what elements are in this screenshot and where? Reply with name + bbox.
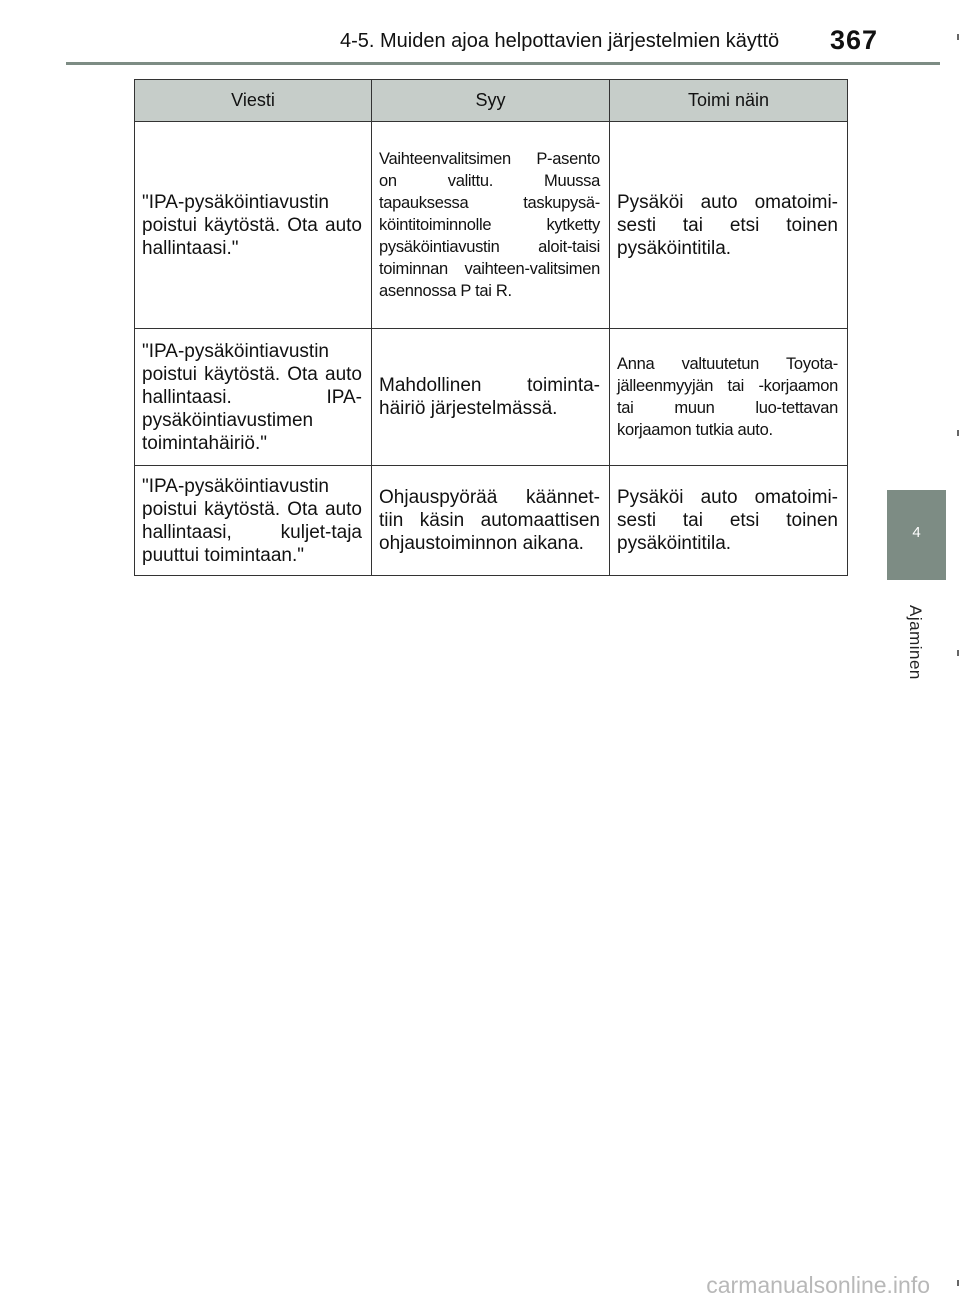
- chapter-tab: [887, 490, 946, 580]
- action-cell: Pysäköi auto omatoimi-sesti tai etsi toinen pysäköintitila.: [610, 122, 848, 329]
- edge-tick: [957, 34, 959, 40]
- section-title: 4-5. Muiden ajoa helpottavien järjestelmien käyttö: [340, 30, 780, 52]
- message-cell: "IPA-pysäköintiavustin poistui käytöstä. Ota auto hallintaasi. IPA-pysäköintiavustimen toimintahäiriö.": [135, 329, 372, 466]
- table-row: [135, 466, 848, 576]
- chapter-label: Ajaminen: [906, 605, 925, 680]
- message-cell: "IPA-pysäköintiavustin poistui käytöstä. Ota auto hallintaasi, kuljet-taja puuttui toimintaan.": [135, 466, 372, 576]
- edge-tick: [957, 1280, 959, 1286]
- message-cell: "IPA-pysäköintiavustin poistui käytöstä. Ota auto hallintaasi.": [135, 122, 372, 329]
- cause-cell: Vaihteenvalitsimen P-asento on valittu. Muussa tapauksessa taskupysä-köintitoiminnolle kytketty pysäköintiavustin aloit-taisi toiminnan vaihteen-valitsimen asennossa P tai R.: [372, 122, 610, 329]
- page-number: 367: [830, 25, 879, 55]
- table-row: [135, 329, 848, 466]
- action-cell: Anna valtuutetun Toyota-jälleenmyyjän tai -korjaamon tai muun luo-tettavan korjaamon tutkia auto.: [610, 329, 848, 466]
- cause-cell: Ohjauspyörää käännet-tiin käsin automaattisen ohjaustoiminnon aikana.: [372, 466, 610, 576]
- edge-tick: [957, 430, 959, 436]
- table-header-row: [135, 80, 848, 122]
- cause-cell: Mahdollinen toiminta-häiriö järjestelmässä.: [372, 329, 610, 466]
- edge-tick: [957, 650, 959, 656]
- table-row: [135, 122, 848, 329]
- action-cell: Pysäköi auto omatoimi-sesti tai etsi toinen pysäköintitila.: [610, 466, 848, 576]
- message-table: [134, 79, 848, 576]
- header-divider: [66, 62, 940, 65]
- watermark: carmanualsonline.info: [706, 1272, 930, 1298]
- chapter-number: 4: [912, 524, 921, 541]
- column-header-viesti: Viesti: [135, 80, 372, 122]
- column-header-toimi: Toimi näin: [610, 80, 848, 122]
- column-header-syy: Syy: [372, 80, 610, 122]
